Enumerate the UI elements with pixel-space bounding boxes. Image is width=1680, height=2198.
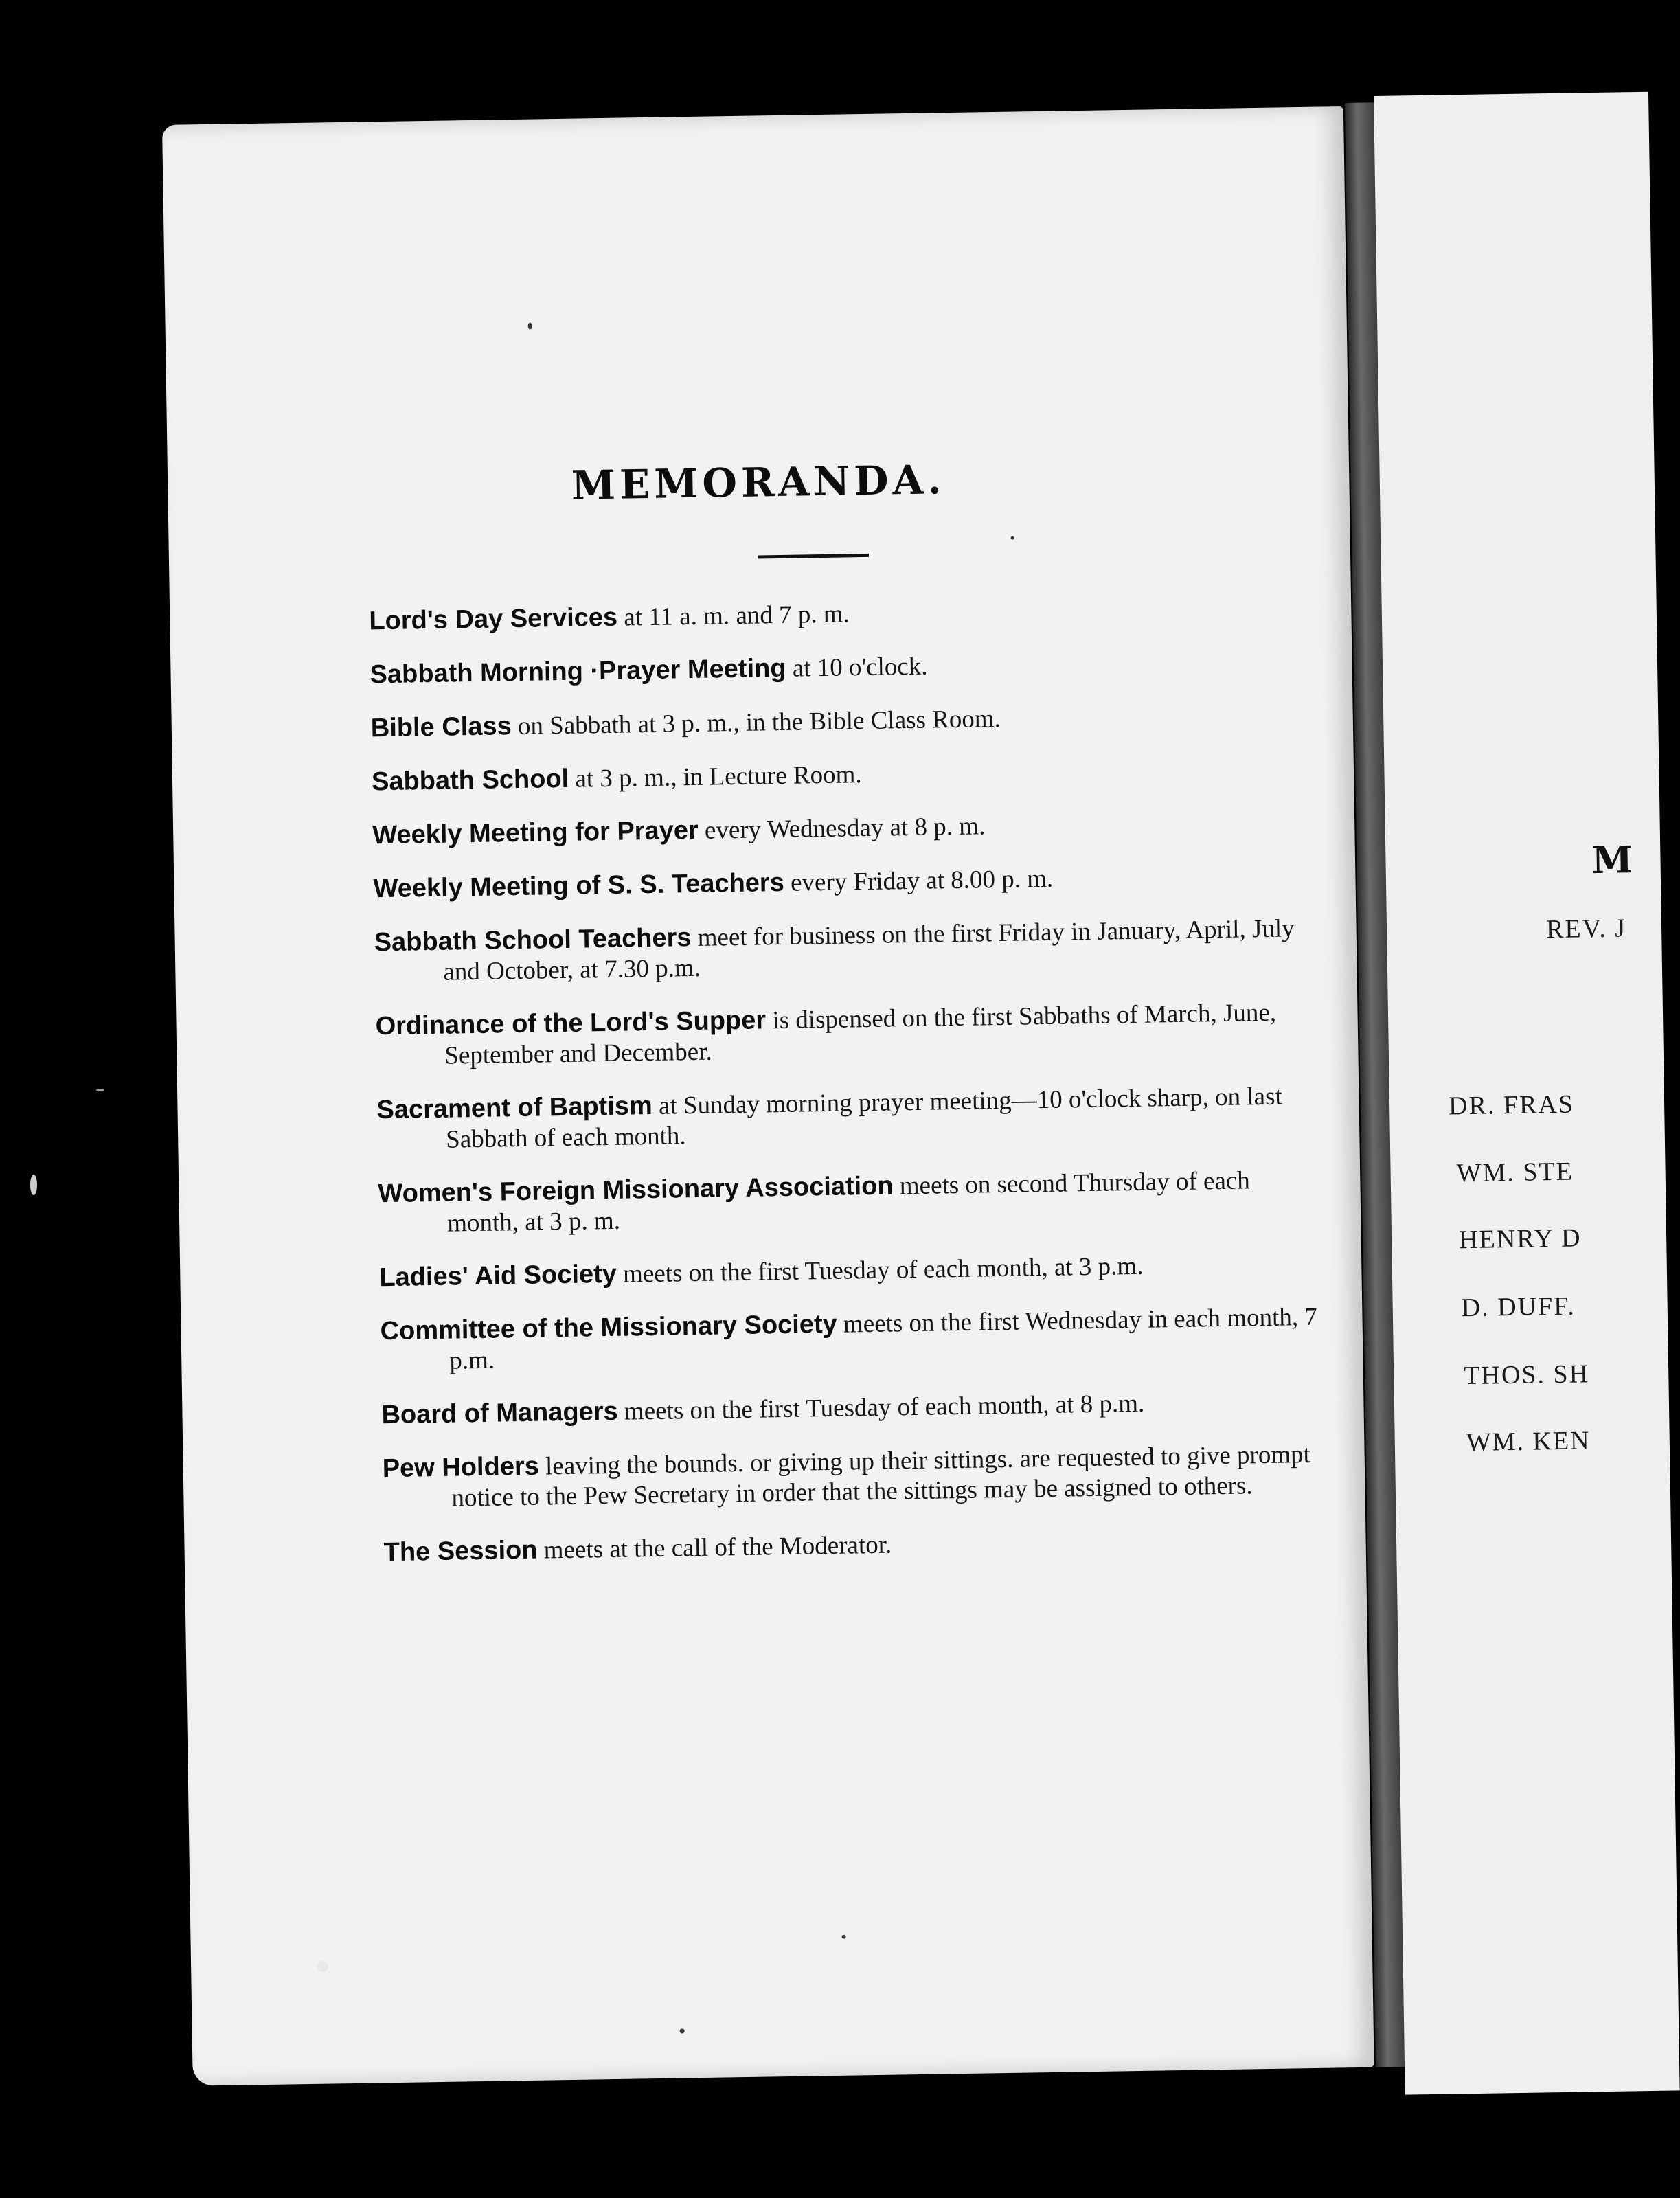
margin-speck <box>30 1175 37 1195</box>
memoranda-list <box>369 591 1332 1591</box>
entry-text: at 10 o'clock. <box>786 652 928 683</box>
entry-heading: The Session <box>383 1535 538 1567</box>
ink-speck <box>842 1935 846 1939</box>
entry-text: at Sunday morning prayer meeting—10 o'clock sharp, on last Sabbath of each month. <box>445 1082 1283 1154</box>
list-item <box>381 1385 1330 1431</box>
list-item <box>383 1523 1332 1569</box>
entry-heading: Women's Foreign Missionary Association <box>378 1171 894 1209</box>
entry-heading: Weekly Meeting for Prayer <box>372 815 699 850</box>
entry-heading: Sabbath School Teachers <box>374 923 692 958</box>
entry-text: at 3 p. m., in Lecture Room. <box>568 760 862 793</box>
right-page-line: WM. STE <box>1456 1157 1574 1188</box>
title-rule <box>758 554 869 559</box>
entry-text: meets on the first Tuesday of each month, at 8 p.m. <box>617 1389 1145 1426</box>
entry-text: is dispensed on the first Sabbaths of March, June, September and December. <box>444 998 1277 1070</box>
entry-text: on Sabbath at 3 p. m., in the Bible Class Room. <box>511 704 1001 741</box>
right-page <box>1374 92 1680 2095</box>
right-page-line: HENRY D <box>1458 1223 1582 1255</box>
entry-text: leaving the bounds. or giving up their sittings. are requested to give prompt notice to the Pew Secretary in order that the sittings may be assigned to others. <box>451 1440 1311 1512</box>
list-item <box>374 913 1322 989</box>
entry-heading: Lord's Day Services <box>369 602 618 636</box>
entry-heading: Sacrament of Baptism <box>376 1091 653 1125</box>
right-page-line: DR. FRAS <box>1448 1089 1575 1121</box>
list-item <box>370 645 1318 691</box>
list-item <box>372 752 1320 798</box>
list-item <box>379 1248 1328 1294</box>
page-title: MEMORANDA. <box>571 456 946 509</box>
entry-text: meets at the call of the Moderator. <box>537 1530 892 1565</box>
ink-speck <box>680 2028 685 2033</box>
list-item <box>370 699 1319 745</box>
list-item <box>375 997 1324 1073</box>
right-page-line: REV. J <box>1545 914 1627 944</box>
list-item <box>378 1164 1326 1240</box>
entry-heading: Committee of the Missionary Society <box>380 1309 838 1346</box>
right-page-line: D. DUFF. <box>1461 1291 1576 1323</box>
entry-text: meets on the first Wednesday in each month, 7 p.m. <box>449 1302 1318 1375</box>
entry-heading: Weekly Meeting of S. S. Teachers <box>373 868 785 904</box>
entry-heading: Sabbath School <box>371 764 569 797</box>
entry-heading: Board of Managers <box>381 1396 619 1430</box>
list-item <box>382 1439 1330 1515</box>
list-item <box>376 1080 1325 1157</box>
right-page-heading: M <box>1591 837 1633 883</box>
entry-heading: Bible Class <box>370 712 512 743</box>
list-item <box>380 1302 1328 1378</box>
right-page-line: THOS. SH <box>1463 1359 1590 1391</box>
left-page <box>162 106 1374 2086</box>
ink-speck <box>1011 536 1014 540</box>
entry-text: at 11 a. m. and 7 p. m. <box>617 600 850 632</box>
entry-text: meet for business on the first Friday in January, April, July and October, at 7.30 p.m. <box>443 914 1295 986</box>
ink-speck <box>528 323 532 330</box>
entry-text: every Friday at 8.00 p. m. <box>784 864 1054 897</box>
entry-text: every Wednesday at 8 p. m. <box>698 812 986 845</box>
entry-heading: Sabbath Morning ·Prayer Meeting <box>370 653 786 690</box>
right-page-line: WM. KEN <box>1466 1426 1591 1458</box>
entry-heading: Pew Holders <box>382 1451 540 1484</box>
list-item <box>372 806 1321 852</box>
list-item <box>373 859 1321 905</box>
margin-speck <box>317 1961 328 1972</box>
entry-text: meets on the first Tuesday of each month, at 3 p.m. <box>616 1251 1144 1289</box>
entry-heading: Ordinance of the Lord's Supper <box>375 1006 767 1041</box>
margin-speck <box>96 1089 104 1091</box>
entry-heading: Ladies' Aid Society <box>379 1259 617 1293</box>
list-item <box>369 591 1317 637</box>
entry-text: meets on second Thursday of each month, at 3 p. m. <box>446 1166 1251 1238</box>
